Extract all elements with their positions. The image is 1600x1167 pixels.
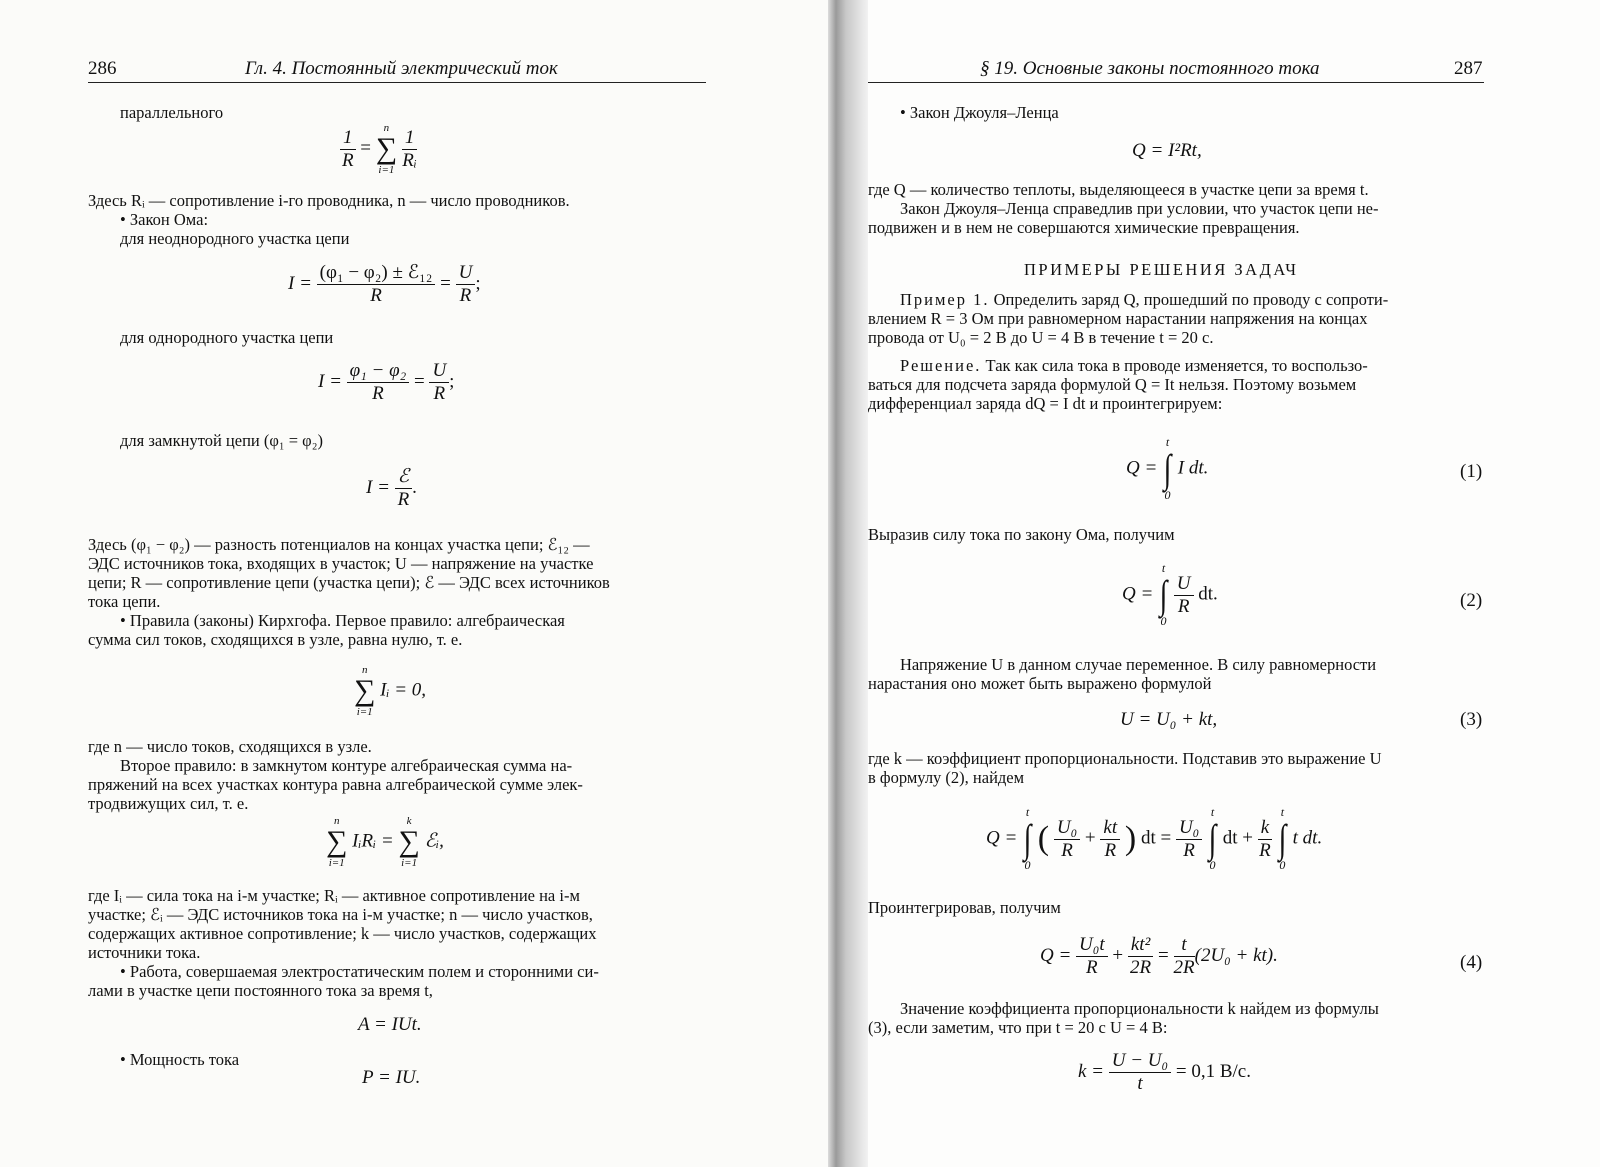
formula-ohm-uniform: I = $\frac{\text{φ₁ − φ₂}}{R}$ = $\frac{U}{R}$ ; <box>318 360 455 404</box>
solution-text: Так как сила тока в проводе изменяется, то воспользо- <box>985 356 1368 375</box>
formula-power: P = IU. <box>362 1067 421 1088</box>
text-line: дифференциал заряда dQ = I dt и проинтегрируем: <box>868 394 1223 413</box>
left-running-head: Гл. 4. Постоянный электрический ток <box>245 58 558 79</box>
text-line: содержащих активное сопротивление; k — число участков, содержащих <box>88 924 597 943</box>
formula-parallel: $\frac{1}{R}$ = n ∑ i=1 $\frac{1}{\text{Rᵢ}}$ <box>341 122 417 176</box>
text-line: где k — коэффициент пропорциональности. Подставив это выражение U <box>868 749 1382 768</box>
formula-eq4: Q = $\frac{\text{U₀t}}{R}$ + $\frac{\text{kt²}}{2R}$ = $\frac{t}{2R}$ (2U₀ + kt). <box>1040 934 1278 978</box>
text-line: ЭДС источников тока, входящих в участок; U — напряжение на участке <box>88 554 594 573</box>
text-line: для однородного участка цепи <box>120 328 334 347</box>
equation-number: (4) <box>1460 952 1483 973</box>
text-line <box>900 290 1388 309</box>
text-line: цепи; R — сопротивление цепи (участка цепи); ℰ — ЭДС всех источников <box>88 573 610 592</box>
formula-eq1: Q = t ∫ 0 I dt. <box>1126 435 1209 502</box>
text-line: • Работа, совершаемая электростатическим полем и сторонними си- <box>120 962 599 981</box>
text-line: в формулу (2), найдем <box>868 768 1025 787</box>
text-line: Закон Джоуля–Ленца справедлив при условии, что участок цепи не- <box>900 199 1379 218</box>
book-gutter <box>828 0 868 1167</box>
text-line: Выразив силу тока по закону Ома, получим <box>868 525 1175 544</box>
text-line: лами в участке цепи постоянного тока за время t, <box>88 981 433 1000</box>
text-line: (3), если заметим, что при t = 20 с U = 4 В: <box>868 1018 1168 1037</box>
formula-eq3: U = U₀ + kt, <box>1120 709 1218 730</box>
text-line: тродвижущих сил, т. е. <box>88 794 249 813</box>
text-line: для неоднородного участка цепи <box>120 229 350 248</box>
text-line: для замкнутой цепи (φ₁ = φ₂) <box>120 431 323 450</box>
formula-eq2: Q = t ∫ 0 $\frac{U}{R}$ dt. <box>1122 561 1218 628</box>
text-line: Здесь (φ₁ − φ₂) — разность потенциалов на концах участка цепи; ℰ₁₂ — <box>88 535 590 554</box>
text-line: влением R = 3 Ом при равномерном нарастании напряжения на концах <box>868 309 1368 328</box>
formula-joule: Q = I²Rt, <box>1132 140 1202 161</box>
text-line: нарастания оно может быть выражено формулой <box>868 674 1212 693</box>
text-line: где n — число токов, сходящихся в узле. <box>88 737 372 756</box>
example-label: Пример 1. <box>900 290 990 309</box>
text-line: • Закон Ома: <box>120 210 209 229</box>
right-running-head: § 19. Основные законы постоянного тока <box>980 58 1320 79</box>
text-line: участке; ℰᵢ — ЭДС источников тока на i-м участке; n — число участков, <box>88 905 593 924</box>
formula-k-value: k = $\frac{\text{U − U₀}}{t}$ = 0,1 В/с. <box>1078 1050 1251 1094</box>
text-line: источники тока. <box>88 943 201 962</box>
text-line: Значение коэффициента пропорциональности k найдем из формулы <box>900 999 1379 1018</box>
text-line <box>900 356 1368 375</box>
text-line: тока цепи. <box>88 592 161 611</box>
right-page-number: 287 <box>1454 58 1483 79</box>
text-line: пряжений на всех участках контура равна алгебраической сумме элек- <box>88 775 583 794</box>
text-line: Напряжение U в данном случае переменное. В силу равномерности <box>900 655 1377 674</box>
equation-number: (2) <box>1460 590 1483 611</box>
formula-ohm-nonuniform: I = $\frac{\text{(φ₁ − φ₂) ± ℰ₁₂}}{R}$ = $\frac{U}{R}$ ; <box>288 262 481 306</box>
text-line: Второе правило: в замкнутом контуре алгебраическая сумма на- <box>120 756 573 775</box>
left-header-rule <box>88 82 706 83</box>
formula-kirchhoff-2: n ∑ i=1 IᵢRᵢ = k ∑ i=1 ℰᵢ, <box>326 815 444 869</box>
section-title: ПРИМЕРЫ РЕШЕНИЯ ЗАДАЧ <box>1024 260 1299 279</box>
example-text: Определить заряд Q, прошедший по проводу с сопроти- <box>993 290 1389 309</box>
text-line: провода от U₀ = 2 В до U = 4 В в течение t = 20 с. <box>868 328 1214 347</box>
solution-label: Решение. <box>900 356 982 375</box>
text-line: параллельного <box>120 103 224 122</box>
text-line: • Мощность тока <box>120 1050 240 1069</box>
formula-ohm-closed: I = $\frac{\text{ℰ}}{R}$ . <box>366 466 417 510</box>
text-line: где Q — количество теплоты, выделяющееся в участке цепи за время t. <box>868 180 1369 199</box>
formula-kirchhoff-1: n ∑ i=1 Iᵢ = 0, <box>354 664 427 718</box>
text-line: сумма сил токов, сходящихся в узле, равна нулю, т. е. <box>88 630 463 649</box>
left-page-number: 286 <box>88 58 117 79</box>
text-line: • Правила (законы) Кирхгофа. Первое правило: алгебраическая <box>120 611 565 630</box>
equation-number: (3) <box>1460 709 1483 730</box>
text-line: где Iᵢ — сила тока на i-м участке; Rᵢ — активное сопротивление на i-м <box>88 886 580 905</box>
equation-number: (1) <box>1460 461 1483 482</box>
formula-substitution: Q = t ∫ 0 ( $\frac{\text{U₀}}{R}$ + $\frac{kt}{R}$ ) dt = $\frac{\text{U₀}}{R}$ t ∫ 0 dt + $\frac{k}{R}$ t ∫ 0 t dt. <box>986 805 1323 872</box>
text-line: Здесь Rᵢ — сопротивление i-го проводника, n — число проводников. <box>88 191 570 210</box>
text-line: • Закон Джоуля–Ленца <box>900 103 1059 122</box>
formula-work: A = IUt. <box>358 1014 422 1035</box>
right-header-rule <box>868 82 1484 83</box>
text-line: Проинтегрировав, получим <box>868 898 1061 917</box>
text-line: подвижен и в нем не совершаются химические превращения. <box>868 218 1300 237</box>
text-line: ваться для подсчета заряда формулой Q = It нельзя. Поэтому возьмем <box>868 375 1357 394</box>
